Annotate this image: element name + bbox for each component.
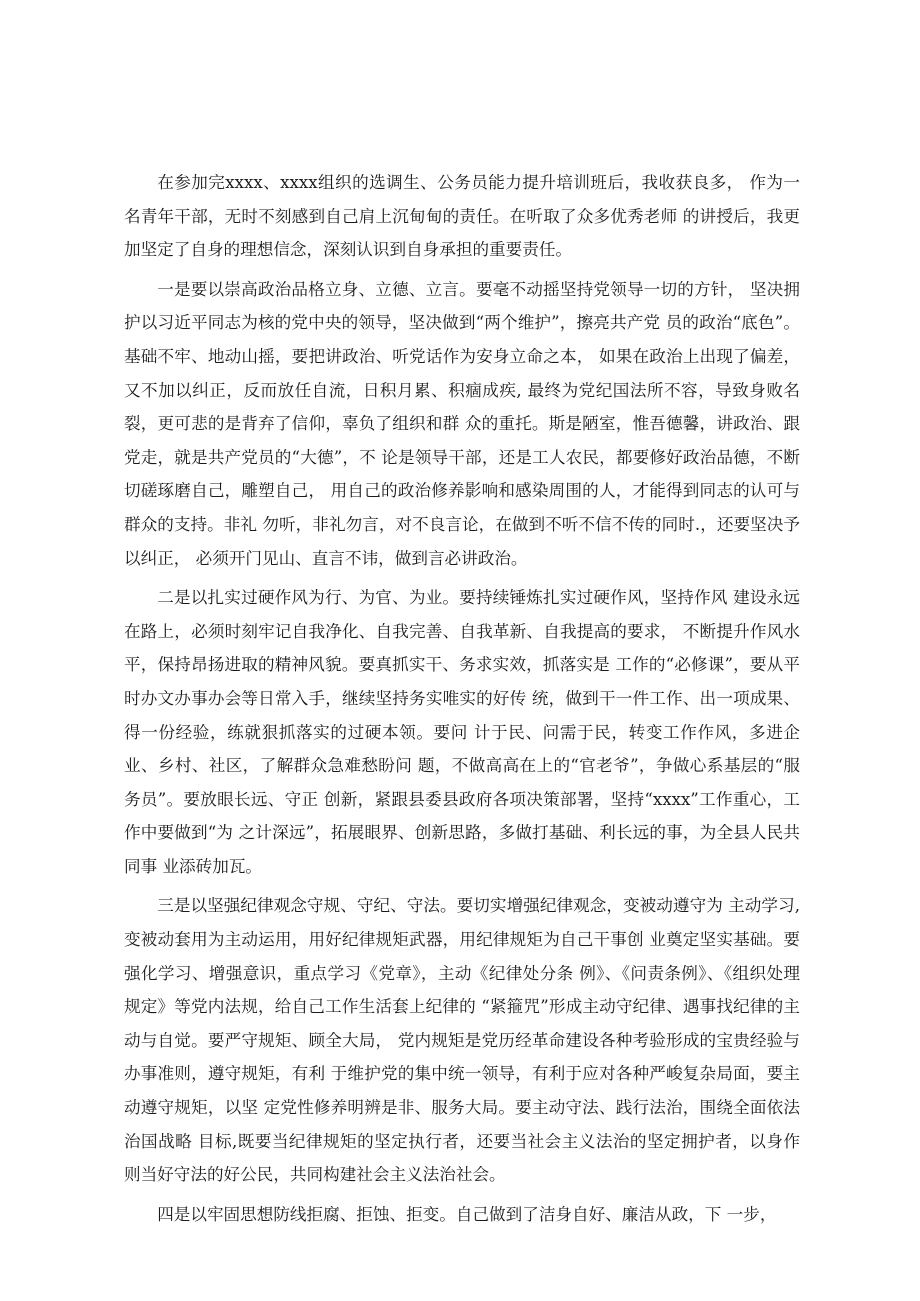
document-body [124,166,800,1237]
paragraph-point-three: 三是以坚强纪律观念守规、守纪、守法。要切实增强纪律观念，变被动遵守为 主动学习,变被动套用为主动运用，用好纪律规矩武器，用纪律规矩为自己干事创 业奠定坚实基础。要强化学习、增强意识，重点学习《党章》，主动《纪律处分条 例》、《问责条例》、《组织处理规定》等党内法规，给自己工作生活套上纪律的 “紧箍咒”形成主动守纪律、遇事找纪律的主动与自觉。要严守规矩、顾全大局， 党内规矩是党历经革命建设各种考验形成的宝贵经验与办事准则，遵守规矩，有利 于维护党的集中统一领导，有利于应对各种严峻复杂局面，要主动遵守规矩，以坚 定党性修养明辨是非、服务大局。要主动守法、践行法治，围绕全面依法治国战略 目标,既要当纪律规矩的坚定执行者，还要当社会主义法治的坚定拥护者，以身作 则当好守法的好公民，共同构建社会主义法治社会。 [124,896,800,1185]
paragraph-point-two: 二是以扎实过硬作风为行、为官、为业。要持续锤炼扎实过硬作风，坚持作风 建设永远在路上，必须时刻牢记自我净化、自我完善、自我革新、自我提高的要求， 不断提升作风水平，保持昂扬进取的精神风貌。要真抓实干、务求实效，抓落实是 工作的“必修课”，要从平时办文办事办会等日常入手，继续坚持务实唯实的好传 统，做到干一件工作、出一项成果、得一份经验，练就狠抓落实的过硬本领。要问 计于民、问需于民，转变工作作风，多进企业、乡村、社区，了解群众急难愁盼问 题，不做高高在上的“官老爷”，争做心系基层的“服务员”。要放眼长远、守正 创新，紧跟县委县政府各项决策部署，坚持“xxxx”工作重心，工作中要做到“为 之计深远”，拓展眼界、创新思路，多做打基础、利长远的事，为全县人民共同事 业添砖加瓦。 [124,588,800,876]
paragraph-point-four: 四是以牢固思想防线拒腐、拒蚀、拒变。自己做到了洁身自好、廉洁从政，下 一步， [157,1204,777,1224]
paragraph-point-one: 一是要以崇高政治品格立身、立德、立言。要毫不动摇坚持党领导一切的方针， 坚决拥护以习近平同志为核的党中央的领导，坚决做到“两个维护”，擦亮共产党 员的政治“底色”。基础不牢、地动山摇，要把讲政治、听党话作为安身立命之本， 如果在政治上出现了偏差，又不加以纠正，反而放任自流，日积月累、积痼成疾, 最终为党纪国法所不容，导致身败名裂，更可悲的是背弃了信仰，辜负了组织和群 众的重托。斯是陋室，惟吾德馨，讲政治、跟党走，就是共产党员的“大德”，不 论是领导干部，还是工人农民，都要修好政治品德，不断切磋琢磨自己，雕塑自己， 用自己的政治修养影响和感染周围的人，才能得到同志的认可与群众的支持。非礼 勿听，非礼勿言，对不良言论，在做到不听不信不传的同时.，还要坚决予以纠正， 必须开门见山、直言不讳，做到言必讲政治。 [124,279,800,568]
paragraph-intro: 在参加完xxxx、xxxx组织的选调生、公务员能力提升培训班后，我收获良多， 作为一名青年干部，无时不刻感到自己肩上沉甸甸的责任。在听取了众多优秀老师 的讲授后，我更加坚定了自身的理想信念，深刻认识到自身承担的重要责任。 [124,173,800,260]
